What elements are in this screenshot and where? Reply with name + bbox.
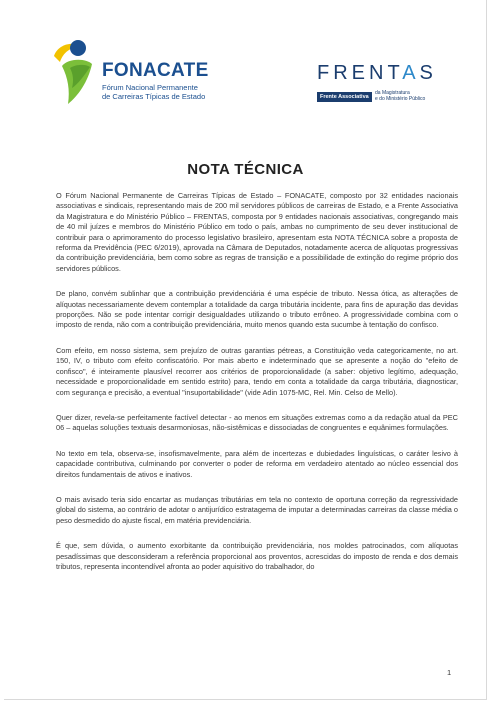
frentas-box-label: Frente Associativa xyxy=(317,92,372,102)
fonacate-wordmark: FONACATE xyxy=(102,60,209,81)
frentas-wordmark-part1: FRENT xyxy=(317,62,403,84)
paragraph-1: O Fórum Nacional Permanente de Carreiras Típicas de Estado – FONACATE, composto por 32 entidades nacionais associativas e sindicais, representando mais de 200 mil servidores públicos de carreiras de Estado, e a Frente Associativa da Magistratura e do Ministério Público – FRENTAS, composta por 9 entidades nacionais associativas, congregando mais de 40 mil juízes e membros do Ministério Público em todo o país, ambas no cumprimento de seu dever institucional de contribuir para o aprimoramento do processo legislativo brasileiro, apresentam esta NOTA TÉCNICA sobre a proposta de reforma da Previdência (PEC 6/2019), aprovada na Câmara de Deputados, notadamente acerca de alíquotas progressivas da contribuição previdenciária, bem como sobre as regras de transição e a possibilidade de extinção do regime próprio dos servidores públicos. xyxy=(56,191,458,273)
fonacate-subtitle xyxy=(102,83,205,101)
document-title: NOTA TÉCNICA xyxy=(187,161,304,178)
document-body xyxy=(56,191,458,587)
paragraph-5: No texto em tela, observa-se, insofismavelmente, para além de incertezas e dubiedades linguísticas, o caráter lesivo à capacidade contributiva, culminando por converter o poder de reforma em verdadeiro atentado ao núcleo essencial dos direitos fundamentais de ativos e inativos. xyxy=(56,448,458,479)
frentas-logo xyxy=(317,62,447,112)
page-number: 1 xyxy=(447,668,452,677)
frentas-wordmark-accent: A xyxy=(402,62,420,84)
document-page xyxy=(4,0,487,700)
paragraph-3: Com efeito, em nosso sistema, sem prejuízo de outras garantias pétreas, a Constituição veda categoricamente, no art. 150, IV, o tributo com efeito confiscatório. Por mais aberto e indeterminado que se apresente a noção do "efeito de confisco", é inteiramente plausível recorrer aos critérios de proporcionalidade (a saber: objetivo legítimo, adequação, necessidade e proporcionalidade em sentido estrito) para, tendo em conta a totalidade da carga tributária, diagnosticar, com segurança e precisão, a eventual "insuportabilidade" (vide Adin 1075-MC, Rel. Min. Celso de Mello). xyxy=(56,345,458,397)
frentas-small-text xyxy=(375,90,445,102)
paragraph-2: De plano, convém sublinhar que a contribuição previdenciária é uma espécie de tributo. Nessa ótica, as alterações de alíquotas necessariamente devem contemplar a totalidade da carga tributária incidente, para fins de apuração das devidas proporções. Não se pode intentar corrigir desigualdades utilizando o tributo errôneo. A progressividade combina com o imposto de renda, não com a contribuição previdenciária, muito menos quando esta sucumbe à tentação do confisco. xyxy=(56,289,458,330)
frentas-small-line1: da Magistratura xyxy=(375,90,410,96)
frentas-small-line2: e do Ministério Público xyxy=(375,96,426,102)
paragraph-6: O mais avisado teria sido encartar as mudanças tributárias em tela no contexto de oportuna correção da regressividade global do sistema, ao contrário de adotar o antijurídico estratagema de imputar a determinadas carreiras da classe média o peso desmedido do ajuste fiscal, em matéria previdenciária. xyxy=(56,494,458,525)
paragraph-4: Quer dizer, revela-se perfeitamente factível detectar - ao menos em situações extremas como a da redação atual da PEC 06 – aquelas soluções textuais desarmoniosas, não-sistêmicas e dissociadas de congruentes e equânimes formulações. xyxy=(56,412,458,433)
fonacate-emblem-icon xyxy=(48,36,104,106)
fonacate-subtitle-line1: Fórum Nacional Permanente xyxy=(102,83,198,92)
paragraph-7: É que, sem dúvida, o aumento exorbitante da contribuição previdenciária, nos moldes patrocinados, com alíquotas pesadíssimas que desconsideram a referência proporcional aos proventos, acrescidas do imposto de renda e dos demais tributos, representa incontendível afronta ao poder aquisitivo do trabalhador, do xyxy=(56,541,458,571)
frentas-wordmark xyxy=(317,62,437,85)
frentas-wordmark-part3: S xyxy=(419,62,437,84)
fonacate-subtitle-line2: de Carreiras Típicas de Estado xyxy=(102,92,206,101)
fonacate-logo xyxy=(48,36,218,106)
